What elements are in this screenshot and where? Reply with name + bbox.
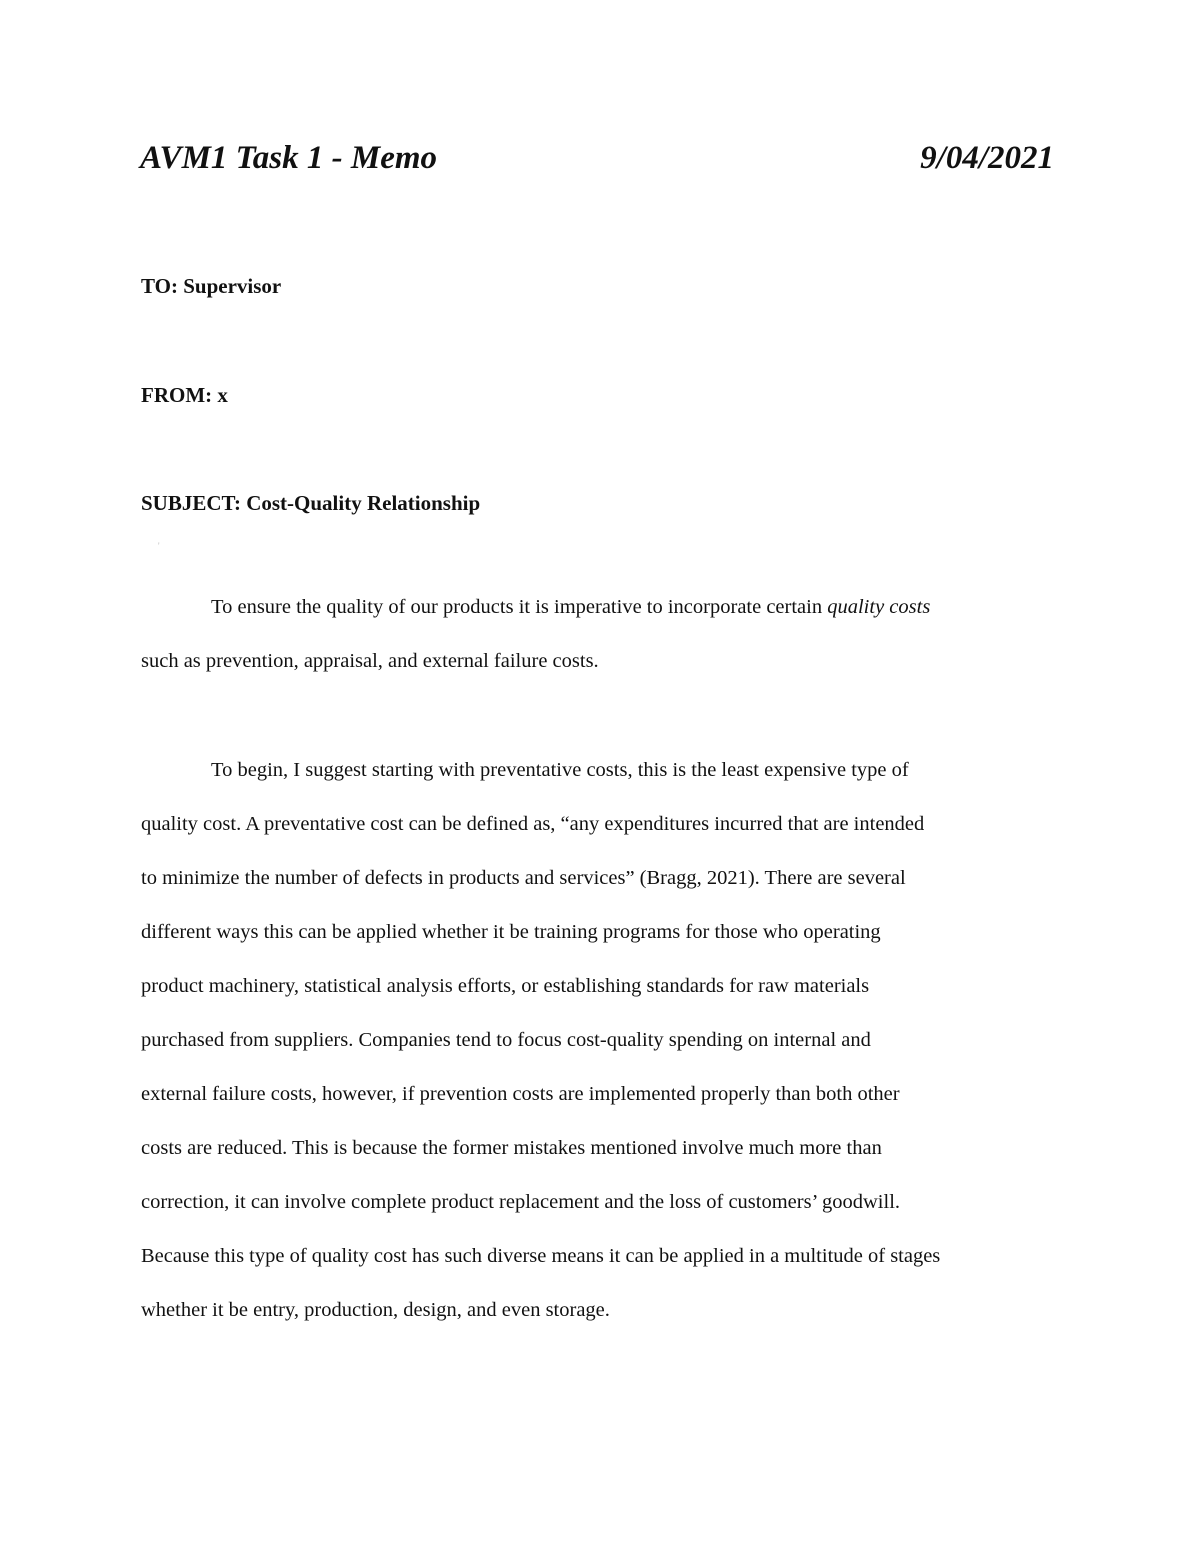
paragraph-line: such as prevention, appraisal, and external failure costs. [141, 650, 599, 672]
paragraph-line: different ways this can be applied whether it be training programs for those who operating [141, 921, 881, 943]
paragraph-preventative-costs [141, 743, 1076, 1337]
stray-mark: ' [158, 541, 160, 551]
paragraph-line: costs are reduced. This is because the former mistakes mentioned involve much more than [141, 1137, 882, 1159]
memo-subject: SUBJECT: Cost-Quality Relationship [141, 491, 481, 515]
paragraph-line [141, 580, 1076, 634]
paragraph-line: quality cost. A preventative cost can be defined as, “any expenditures incurred that are intended [141, 813, 925, 835]
emphasis-text: quality costs [827, 596, 931, 618]
paragraph-intro [141, 580, 1076, 688]
paragraph-line: product machinery, statistical analysis efforts, or establishing standards for raw materials [141, 975, 870, 997]
paragraph-line: purchased from suppliers. Companies tend to focus cost-quality spending on internal and [141, 1029, 871, 1051]
paragraph-line: Because this type of quality cost has such diverse means it can be applied in a multitude of stages [141, 1245, 941, 1267]
memo-title: AVM1 Task 1 - Memo [140, 140, 438, 176]
paragraph-line: external failure costs, however, if prevention costs are implemented properly than both other [141, 1083, 900, 1105]
memo-to: TO: Supervisor [141, 274, 282, 298]
paragraph-line: correction, it can involve complete product replacement and the loss of customers’ goodwill. [141, 1191, 901, 1213]
memo-from: FROM: x [141, 383, 228, 407]
paragraph-text: To ensure the quality of our products it is imperative to incorporate certain [211, 596, 828, 618]
title-row [140, 140, 1054, 190]
paragraph-line: To begin, I suggest starting with preventative costs, this is the least expensive type of [211, 759, 909, 781]
paragraph-line: to minimize the number of defects in products and services” (Bragg, 2021). There are several [141, 867, 906, 889]
memo-date: 9/04/2021 [920, 140, 1054, 176]
paragraph-line: whether it be entry, production, design, and even storage. [141, 1299, 610, 1321]
